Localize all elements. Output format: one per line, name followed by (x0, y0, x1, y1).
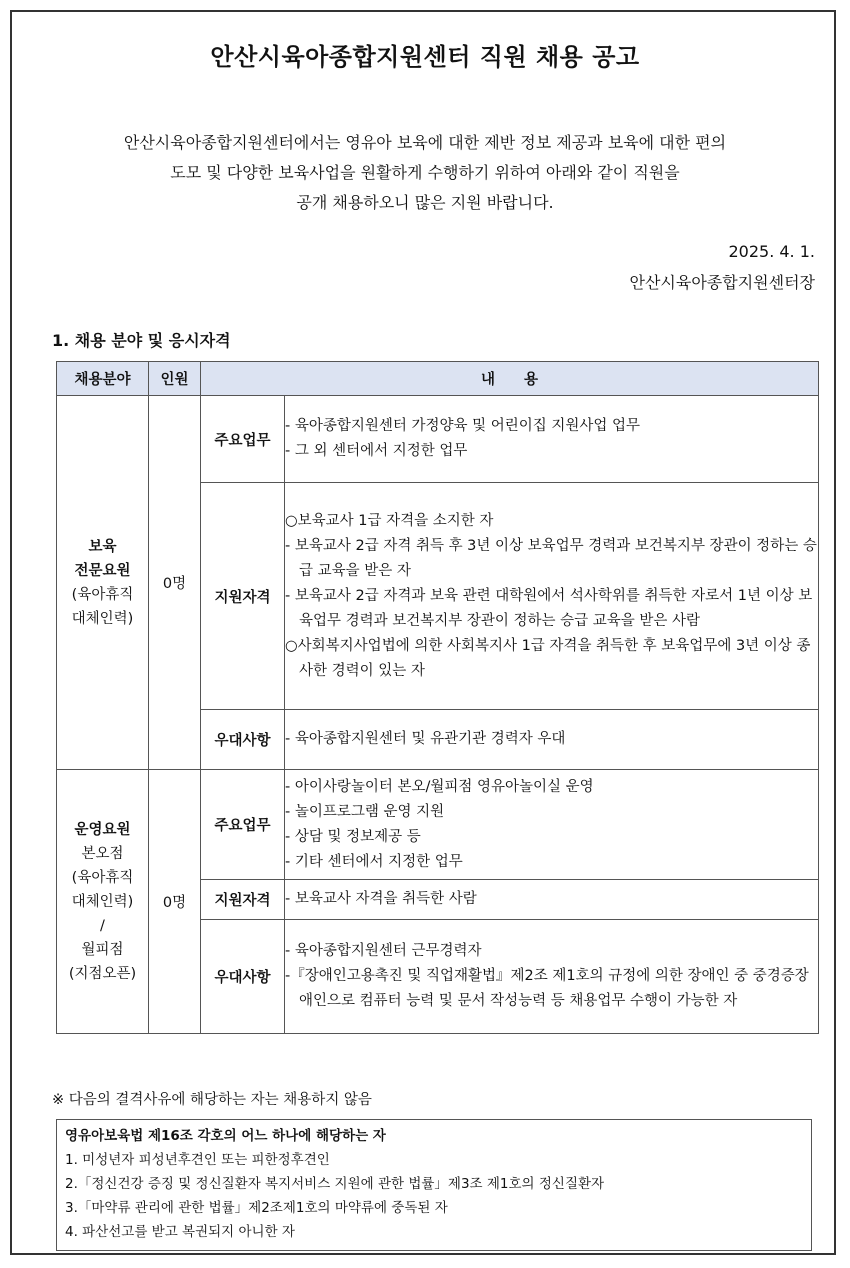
table-row (57, 396, 819, 483)
category-note: 월피점 (81, 941, 124, 958)
list-item: - 보육교사 자격을 취득한 사람 (285, 891, 477, 907)
announcement-date: 2025. 4. 1. (728, 242, 815, 261)
list-item: - 상담 및 정보제공 등 (285, 828, 421, 845)
category-note: 대체인력) (71, 893, 134, 910)
header-count: 인원 (149, 362, 201, 396)
category-cell (57, 396, 149, 770)
issuing-organization: 안산시육아종합지원센터장 (629, 273, 815, 292)
qualification-content (285, 880, 819, 920)
header-field: 채용분야 (57, 362, 149, 396)
duties-label: 주요업무 (201, 770, 285, 880)
list-item: 3.「마약류 관리에 관한 법률」제2조제1호의 마약류에 중독된 자 (65, 1200, 448, 1216)
list-item: ○사회복지사업법에 의한 사회복지사 1급 자격을 취득한 후 보육업무에 3년 이상 종사한 경력이 있는 자 (285, 637, 811, 679)
list-item: - 육아종합지원센터 근무경력자 (285, 943, 482, 959)
intro-paragraph (60, 128, 790, 218)
duties-label: 주요업무 (201, 396, 285, 483)
list-item: - 육아종합지원센터 가정양육 및 어린이집 지원사업 업무 (285, 418, 641, 434)
list-item: - 아이사랑놀이터 본오/월피점 영유아놀이실 운영 (285, 778, 594, 795)
table-row (57, 770, 819, 880)
list-item: - 보육교사 2급 자격과 보육 관련 대학원에서 석사학위를 취득한 자로서 1년 이상 보육업무 경력과 보건복지부 장관이 정하는 승급 교육을 받은 사람 (285, 587, 813, 629)
list-item: ○보육교사 1급 자격을 소지한 자 (285, 512, 494, 529)
qualification-label: 지원자격 (201, 880, 285, 920)
category-note: 본오점 (81, 845, 124, 862)
list-item: 4. 파산선고를 받고 복권되지 아니한 자 (65, 1224, 295, 1240)
section-title: 1. 채용 분야 및 응시자격 (52, 331, 231, 350)
table-header-row (57, 362, 819, 396)
preference-content (285, 920, 819, 1034)
page-title: 안산시육아종합지원센터 직원 채용 공고 (210, 43, 640, 71)
headcount-cell: 0명 (149, 770, 201, 1034)
list-item: - 기타 센터에서 지정한 업무 (285, 853, 463, 870)
list-item: - 그 외 센터에서 지정한 업무 (285, 443, 468, 459)
recruitment-table (56, 361, 819, 1034)
list-item: 1. 미성년자 피성년후견인 또는 피한정후견인 (65, 1152, 330, 1168)
list-item: - 놀이프로그램 운영 지원 (285, 803, 445, 820)
preference-label: 우대사항 (201, 710, 285, 770)
category-cell (57, 770, 149, 1034)
list-item: - 육아종합지원센터 및 유관기관 경력자 우대 (285, 731, 566, 747)
list-item: -『장애인고용촉진 및 직업재활법』제2조 제1호의 규정에 의한 장애인 중 중경증장애인으로 컴퓨터 능력 및 문서 작성능력 등 채용업무 수행이 가능한 자 (285, 968, 809, 1009)
category-note: (육아휴직 (71, 869, 134, 886)
category-title: 보육 (88, 538, 117, 555)
category-title: 전문요원 (74, 562, 131, 579)
category-note: / (100, 917, 105, 934)
intro-line: 안산시육아종합지원센터에서는 영유아 보육에 대한 제반 정보 제공과 보육에 대한 편의 (123, 133, 727, 152)
disqualification-note: ※ 다음의 결격사유에 해당하는 자는 채용하지 않음 (52, 1092, 372, 1108)
qualification-content (285, 483, 819, 710)
preference-content (285, 710, 819, 770)
header-content: 내 용 (201, 362, 819, 396)
list-item: 2.「정신건강 증징 및 정신질환자 복지서비스 지원에 관한 법률」제3조 제1호의 정신질환자 (65, 1176, 605, 1192)
category-title: 운영요원 (74, 821, 131, 838)
disqualification-heading: 영유아보육법 제16조 각호의 어느 하나에 해당하는 자 (65, 1128, 386, 1144)
disqualification-cell (57, 1120, 812, 1251)
category-note: (육아휴직 (71, 586, 134, 603)
duties-content (285, 770, 819, 880)
intro-line: 도모 및 다양한 보육사업을 원활하게 수행하기 위하여 아래와 같이 직원을 (170, 163, 680, 182)
list-item: - 보육교사 2급 자격 취득 후 3년 이상 보육업무 경력과 보건복지부 장관이 정하는 승급 교육을 받은 자 (285, 537, 817, 579)
preference-label: 우대사항 (201, 920, 285, 1034)
category-note: (지점오픈) (68, 965, 137, 982)
disqualification-box (56, 1119, 812, 1251)
headcount-cell: 0명 (149, 396, 201, 770)
duties-content (285, 396, 819, 483)
intro-line: 공개 채용하오니 많은 지원 바랍니다. (296, 193, 554, 212)
category-note: 대체인력) (71, 610, 134, 627)
qualification-label: 지원자격 (201, 483, 285, 710)
